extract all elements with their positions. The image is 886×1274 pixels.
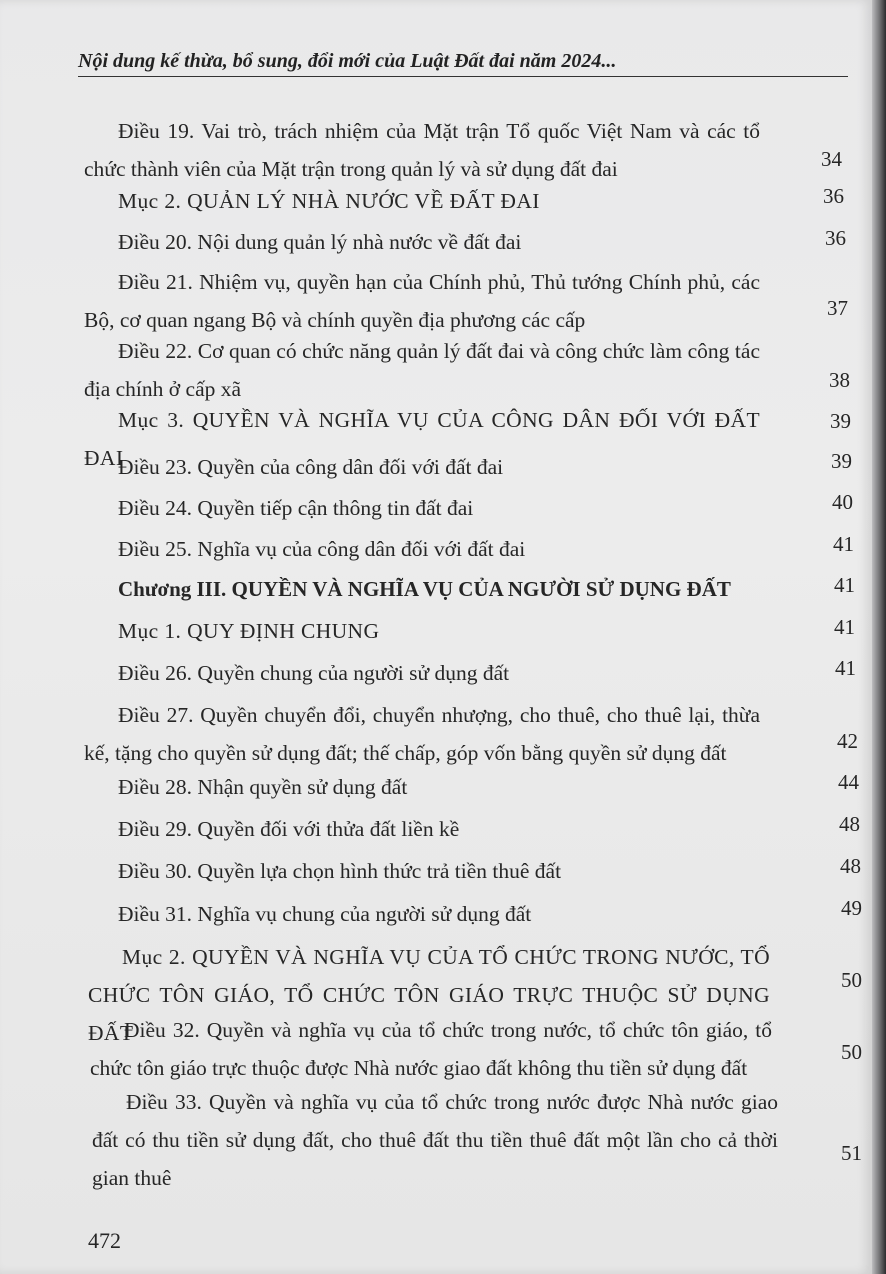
toc-entry: Điều 22. Cơ quan có chức năng quản lý đất đai và công chức làm công tác địa chính ở cấp xã (84, 339, 760, 401)
toc-entry: Điều 26. Quyền chung của người sử dụng đất (118, 661, 510, 685)
toc-page-number: 36 (825, 226, 846, 250)
toc-section-heading: Mục 3. QUYỀN VÀ NGHĨA VỤ CỦA CÔNG DÂN ĐỐI VỚI ĐẤT ĐAI (84, 408, 760, 470)
toc-page-number: 49 (841, 896, 862, 920)
toc-entry: Điều 29. Quyền đối với thửa đất liền kề (118, 817, 460, 841)
toc-page-number: 38 (829, 368, 850, 392)
toc-page-number: 42 (837, 729, 858, 753)
toc-page-number: 48 (840, 854, 861, 878)
toc-entry: Điều 30. Quyền lựa chọn hình thức trả tiền thuê đất (118, 859, 562, 883)
toc-entry: Điều 27. Quyền chuyển đổi, chuyển nhượng, cho thuê, cho thuê lại, thừa kế, tặng cho quyền sử dụng đất; thế chấp, góp vốn bằng quyền sử dụng đất (84, 703, 760, 765)
toc-page-number: 41 (833, 532, 854, 556)
toc-page-number: 41 (835, 656, 856, 680)
toc-page-number: 37 (827, 296, 848, 320)
page-edge-shadow (872, 0, 886, 1274)
toc-page-number: 34 (821, 147, 842, 171)
toc-page-number: 48 (839, 812, 860, 836)
header-rule (78, 76, 848, 77)
toc-page-number: 39 (831, 449, 852, 473)
toc-entry: Điều 32. Quyền và nghĩa vụ của tổ chức trong nước, tổ chức tôn giáo, tổ chức tôn giáo trực thuộc được Nhà nước giao đất không thu tiền sử dụng đất (90, 1018, 772, 1080)
toc-entry: Điều 33. Quyền và nghĩa vụ của tổ chức trong nước được Nhà nước giao đất có thu tiền sử dụng đất, cho thuê đất thu tiền thuê đất một lần cho cả thời gian thuê (92, 1090, 778, 1190)
page-folio-number: 472 (88, 1228, 121, 1253)
toc-entry: Điều 24. Quyền tiếp cận thông tin đất đai (118, 496, 474, 520)
toc-section-heading: Mục 1. QUY ĐỊNH CHUNG (118, 619, 380, 643)
toc-section-heading: Mục 2. QUYỀN VÀ NGHĨA VỤ CỦA TỔ CHỨC TRONG NƯỚC, TỔ CHỨC TÔN GIÁO, TỔ CHỨC TÔN GIÁO TRỰC THUỘC SỬ DỤNG ĐẤT (88, 945, 770, 1045)
toc-entry: Điều 19. Vai trò, trách nhiệm của Mặt trận Tổ quốc Việt Nam và các tổ chức thành viên của Mặt trận trong quản lý và sử dụng đất đai (84, 119, 760, 181)
toc-page-number: 41 (834, 615, 855, 639)
toc-section-heading: Mục 2. QUẢN LÝ NHÀ NƯỚC VỀ ĐẤT ĐAI (118, 189, 540, 213)
toc-page-number: 39 (830, 409, 851, 433)
toc-page-number: 40 (832, 490, 853, 514)
toc-entry: Điều 31. Nghĩa vụ chung của người sử dụng đất (118, 902, 532, 926)
toc-page-number: 36 (823, 184, 844, 208)
toc-entry: Điều 21. Nhiệm vụ, quyền hạn của Chính phủ, Thủ tướng Chính phủ, các Bộ, cơ quan ngang Bộ và chính quyền địa phương các cấp (84, 270, 760, 332)
toc-entry: Điều 20. Nội dung quản lý nhà nước về đất đai (118, 230, 522, 254)
toc-page-number: 50 (841, 1040, 862, 1064)
toc-entry: Điều 28. Nhận quyền sử dụng đất (118, 775, 408, 799)
toc-page-number: 51 (841, 1141, 862, 1165)
toc-page-number: 44 (838, 770, 859, 794)
toc-entry: Điều 25. Nghĩa vụ của công dân đối với đất đai (118, 537, 526, 561)
running-header: Nội dung kế thừa, bổ sung, đổi mới của Luật Đất đai năm 2024... (78, 50, 617, 72)
toc-page-number: 50 (841, 968, 862, 992)
toc-entry: Điều 23. Quyền của công dân đối với đất đai (118, 455, 504, 479)
toc-chapter-heading: Chương III. QUYỀN VÀ NGHĨA VỤ CỦA NGƯỜI SỬ DỤNG ĐẤT (118, 577, 731, 601)
toc-page-number: 41 (834, 573, 855, 597)
